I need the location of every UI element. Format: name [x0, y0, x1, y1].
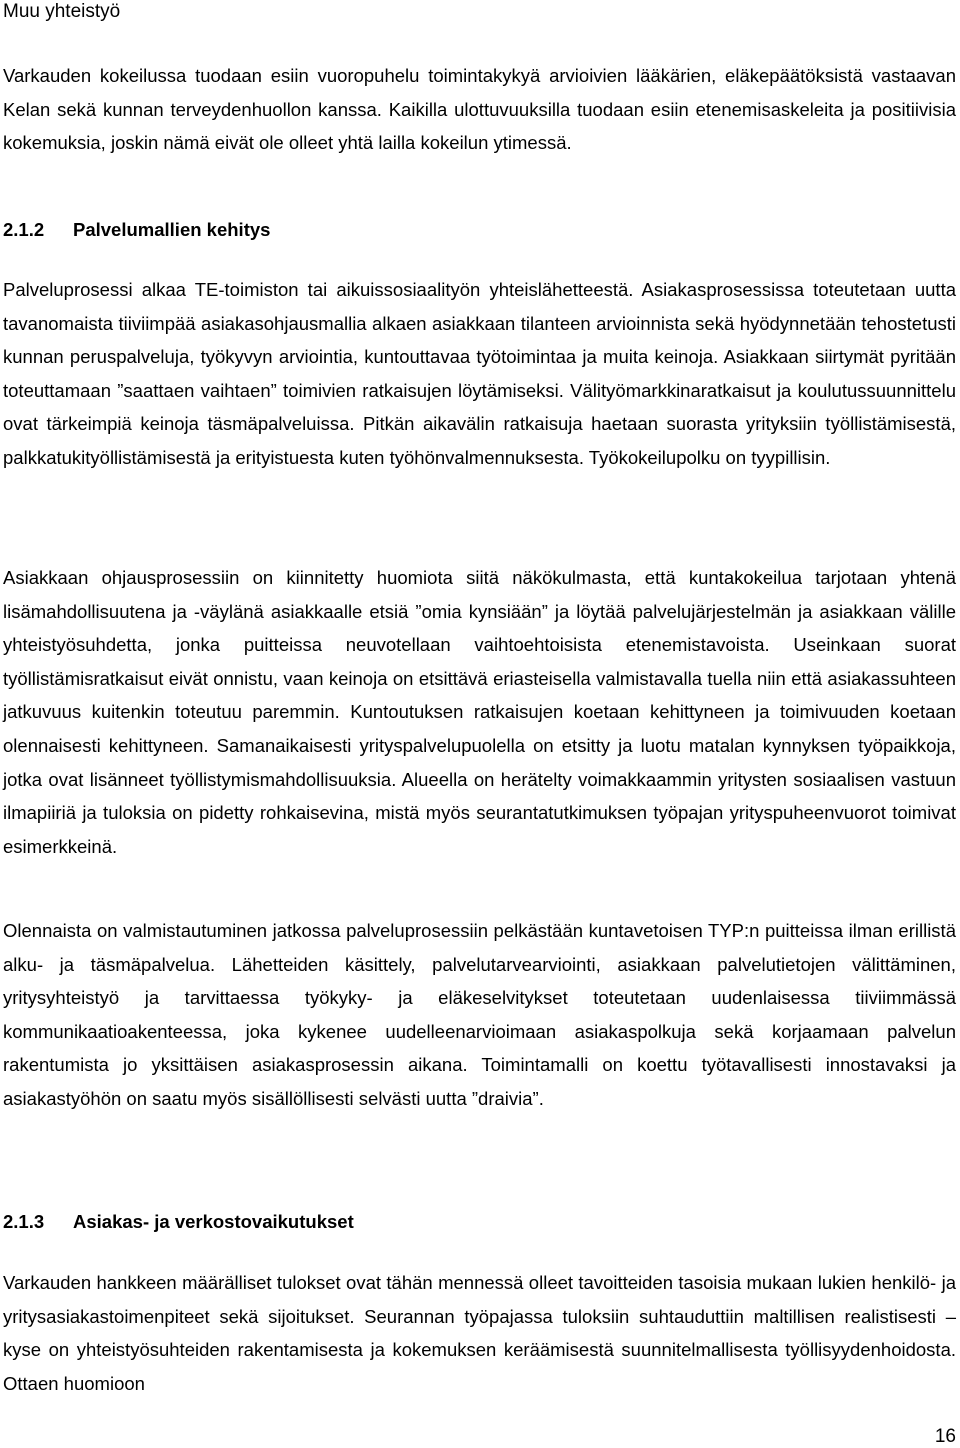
- heading-client-network-effects: [3, 1210, 354, 1234]
- heading-title: Palvelumallien kehitys: [73, 219, 271, 240]
- paragraph-cooperation: Varkauden kokeilussa tuodaan esiin vuoropuhelu toimintakykyä arvioivien lääkärien, eläkepäätöksistä vastaavan Kelan sekä kunnan terveydenhuollon kanssa. Kaikilla ulottuvuuksilla tuodaan esiin etenemisaskeleita ja positiivisia kokemuksia, joskin nämä eivät ole olleet yhtä lailla kokeilun ytimessä.: [3, 65, 956, 154]
- heading-number: 2.1.2: [3, 219, 45, 240]
- paragraph-guidance-process: Asiakkaan ohjausprosessiin on kiinnitetty huomiota siitä näkökulmasta, että kuntakokeilua tarjotaan yhtenä lisämahdollisuutena ja -väylänä asiakkaalle etsiä ”omia kynsiään” ja löytää palvelujärjestelmän ja asiakkaan välille yhteistyösuhdetta, jonka puitteissa neuvotellaan vaihtoehtoisista etenemistavoista. Useinkaan suorat työllistämisratkaisut eivät onnistu, vaan keinoja on etsittävä eriasteisella valmistavalla tuella niin että asiakassuhteen jatkuvuus kuitenkin toteutuu paremmin. Kuntoutuksen ratkaisujen koetaan kehittyneen ja toimivuuden koetaan olennaisesti kehittyneen. Samanaikaisesti yrityspalvelupuolella on etsitty ja luotu matalan kynnyksen työpaikkoja, jotka ovat lisänneet työllistymismahdollisuuksia. Alueella on herätelty voimakkaammin yritysten sosiaalisen vastuun ilmapiiriä ja tuloksia on pidetty rohkaisevina, mistä myös seurantatutkimuksen työpajan yrityspuheenvuorot toimivat esimerkkeinä.: [3, 567, 956, 857]
- paragraph-service-process: Palveluprosessi alkaa TE-toimiston tai aikuissosiaalityön yhteislähetteestä. Asiakasprosessissa toteutetaan uutta tavanomaista tiiviimpää asiakasohjausmallia alkaen asiakkaan tilanteen arvioinnista sekä hyödynnetään tehostetusti kunnan peruspalveluja, työkyvyn arviointia, kuntouttavaa työtoimintaa ja muita keinoja. Asiakkaan siirtymät pyritään toteuttamaan ”saattaen vaihtaen” toimivien ratkaisujen löytämiseksi. Välityömarkkinaratkaisut ja koulutussuunnittelu ovat tärkeimpiä keinoja täsmäpalveluissa. Pitkän aikavälin ratkaisuja haetaan suorasta yrityksiin työllistämisestä, palkkatukityöllistämisestä ja erityistuesta kuten työhönvalmennuksesta. Työkokeilupolku on tyypillisin.: [3, 279, 956, 468]
- section-label: Muu yhteistyö: [3, 1, 121, 22]
- heading-service-models: [3, 218, 270, 242]
- page-number: 16: [934, 1426, 956, 1447]
- paragraph-future-preparation: Olennaista on valmistautuminen jatkossa palveluprosessiin pelkästään kuntavetoisen TYP:n puitteissa ilman erillistä alku- ja täsmäpalvelua. Lähetteiden käsittely, palvelutarvearviointi, asiakkaan palvelutietojen välittäminen, yritysyhteistyö ja tarvittaessa työkyky- ja eläkeselvitykset toteutetaan uudenlaisessa tiiviimmässä kommunikaatioakenteessa, joka kykenee uudelleenarvioimaan asiakaspolkuja sekä korjaamaan palvelun rakentumista jo yksittäisen asiakasprosessin aikana. Toimintamalli on koettu työtavallisesti innostavaksi ja asiakastyöhön on saatu myös sisällöllisesti selvästi uutta ”draivia”.: [3, 920, 956, 1109]
- heading-title: Asiakas- ja verkostovaikutukset: [73, 1211, 354, 1232]
- paragraph-results: Varkauden hankkeen määrälliset tulokset ovat tähän mennessä olleet tavoitteiden tasoisia mukaan lukien henkilö- ja yritysasiakastoimenpiteet sekä sijoitukset. Seurannan työpajassa tuloksiin suhtauduttiin maltillisen realistisesti – kyse on yhteistyösuhteiden rakentamisesta ja kokemuksen keräämisestä suunnitelmallisesta työllisyydenhoidosta. Ottaen huomioon: [3, 1272, 956, 1394]
- heading-number: 2.1.3: [3, 1211, 45, 1232]
